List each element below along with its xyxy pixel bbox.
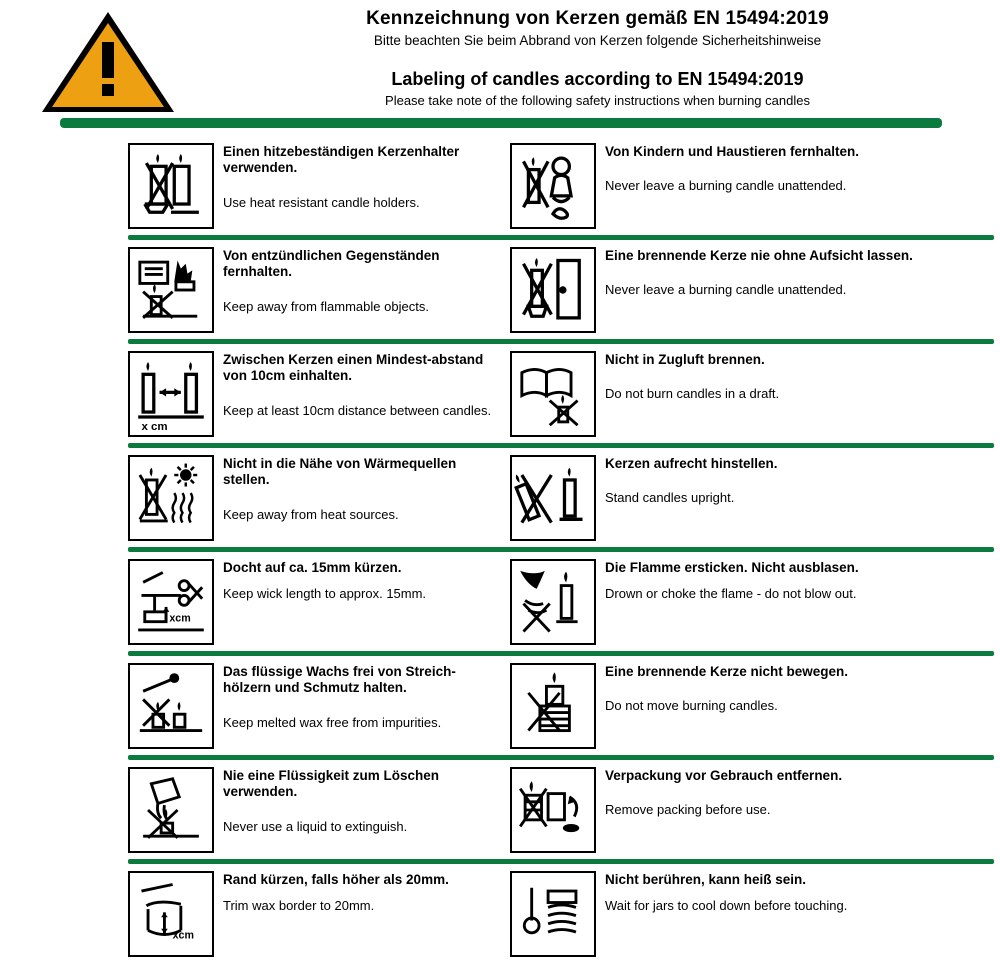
instruction-en: Do not move burning candles.: [605, 698, 778, 714]
svg-text:xcm: xcm: [172, 929, 194, 942]
instruction-en: Wait for jars to cool down before touching.: [605, 898, 848, 914]
no-liquid-extinguish-icon: [128, 767, 214, 853]
instruction-row: [0, 656, 1000, 755]
instruction-en: Trim wax border to 20mm.: [223, 898, 375, 914]
svg-text:x cm: x cm: [141, 421, 168, 434]
instruction-de: Kerzen aufrecht hinstellen.: [605, 456, 778, 471]
instruction-texts: [605, 663, 1000, 714]
instruction-cell: [0, 552, 500, 651]
instruction-cell: [0, 136, 500, 235]
instruction-de: Verpackung vor Gebrauch entfernen.: [605, 768, 843, 783]
header: [0, 0, 1000, 112]
instruction-cell: [0, 864, 500, 963]
instruction-en: Keep wick length to approx. 15mm.: [223, 586, 427, 602]
instruction-texts: [223, 871, 500, 914]
instruction-texts: [605, 871, 1000, 914]
do-not-move-candle-icon: [510, 663, 596, 749]
instruction-en: Never leave a burning candle unattended.: [605, 178, 847, 194]
instruction-de: Zwischen Kerzen einen Mindest-abstand von 10cm einhalten.: [223, 352, 484, 384]
instruction-row: [0, 344, 1000, 443]
instruction-row: [0, 240, 1000, 339]
instruction-de: Von entzündlichen Gegenständen fernhalten.: [223, 248, 440, 280]
instruction-cell: [500, 344, 1000, 443]
instruction-cell: [0, 656, 500, 755]
subtitle-en: Please take note of the following safety instructions when burning candles: [385, 92, 810, 108]
hot-jar-icon: [510, 871, 596, 957]
instruction-cell: [500, 552, 1000, 651]
trim-wax-border-icon: [128, 871, 214, 957]
instruction-texts: [223, 663, 500, 731]
instruction-row: [0, 448, 1000, 547]
instruction-texts: [223, 247, 500, 315]
instruction-cell: [500, 656, 1000, 755]
unattended-candle-icon: [510, 247, 596, 333]
instruction-de: Von Kindern und Haustieren fernhalten.: [605, 144, 860, 159]
flammable-objects-icon: [128, 247, 214, 333]
instruction-de: Nie eine Flüssigkeit zum Löschen verwenden.: [223, 768, 440, 800]
instruction-de: Eine brennende Kerze nicht bewegen.: [605, 664, 849, 679]
instruction-en: Keep away from flammable objects.: [223, 298, 429, 314]
minimum-distance-icon: [128, 351, 214, 437]
instruction-de: Eine brennende Kerze nie ohne Aufsicht lassen.: [605, 248, 913, 263]
instruction-cell: [500, 448, 1000, 547]
instruction-texts: [223, 143, 500, 211]
instruction-texts: [605, 767, 1000, 818]
header-divider: [60, 118, 942, 128]
instruction-row: [0, 136, 1000, 235]
instruction-cell: [0, 448, 500, 547]
instruction-en: Keep at least 10cm distance between candles.: [223, 402, 492, 418]
instruction-en: Stand candles upright.: [605, 490, 735, 506]
instruction-texts: [605, 351, 1000, 402]
instruction-rows: [0, 136, 1000, 963]
instruction-texts: [605, 247, 1000, 298]
instruction-de: Rand kürzen, falls höher als 20mm.: [223, 872, 449, 887]
instruction-de: Nicht in Zugluft brennen.: [605, 352, 765, 367]
instruction-texts: [223, 559, 500, 602]
instruction-texts: [605, 455, 1000, 506]
instruction-row: [0, 864, 1000, 963]
instruction-en: Keep away from heat sources.: [223, 506, 399, 522]
heat-sources-icon: [128, 455, 214, 541]
warning-triangle-exclamation-icon: [38, 6, 178, 116]
instruction-cell: [0, 240, 500, 339]
instruction-de: Das flüssige Wachs frei von Streich-hölzern und Schmutz halten.: [223, 664, 456, 696]
instruction-en: Keep melted wax free from impurities.: [223, 714, 442, 730]
instruction-cell: [0, 760, 500, 859]
subtitle-de: Bitte beachten Sie beim Abbrand von Kerzen folgende Sicherheitshinweise: [373, 32, 822, 48]
instruction-en: Never leave a burning candle unattended.: [605, 282, 847, 298]
instruction-de: Einen hitzebeständigen Kerzenhalter verwenden.: [223, 144, 460, 176]
candle-holder-icon: [128, 143, 214, 229]
instruction-en: Drown or choke the flame - do not blow out.: [605, 586, 857, 602]
instruction-en: Do not burn candles in a draft.: [605, 386, 780, 402]
keep-away-children-pets-icon: [510, 143, 596, 229]
instruction-de: Docht auf ca. 15mm kürzen.: [223, 560, 402, 575]
instruction-en: Never use a liquid to extinguish.: [223, 818, 408, 834]
instruction-cell: [500, 760, 1000, 859]
instruction-row: [0, 552, 1000, 651]
wax-free-impurities-icon: [128, 663, 214, 749]
instruction-en: Remove packing before use.: [605, 802, 771, 818]
header-text: [215, 4, 1000, 108]
instruction-texts: [605, 143, 1000, 194]
instruction-texts: [605, 559, 1000, 602]
no-draft-icon: [510, 351, 596, 437]
trim-wick-icon: [128, 559, 214, 645]
warning-icon-wrap: [0, 4, 215, 116]
instruction-cell: [500, 864, 1000, 963]
upright-candle-icon: [510, 455, 596, 541]
instruction-texts: [223, 351, 500, 419]
title-en: Labeling of candles according to EN 15494:2019: [391, 69, 804, 90]
extinguish-flame-icon: [510, 559, 596, 645]
instruction-de: Nicht berühren, kann heiß sein.: [605, 872, 807, 887]
svg-text:xcm: xcm: [169, 612, 191, 625]
instruction-texts: [223, 767, 500, 835]
instruction-cell: [0, 344, 500, 443]
instruction-de: Die Flamme ersticken. Nicht ausblasen.: [605, 560, 859, 575]
instruction-en: Use heat resistant candle holders.: [223, 194, 420, 210]
instruction-de: Nicht in die Nähe von Wärmequellen stellen.: [223, 456, 457, 488]
title-de: Kennzeichnung von Kerzen gemäß EN 15494:2019: [366, 8, 829, 29]
instruction-cell: [500, 240, 1000, 339]
remove-packaging-icon: [510, 767, 596, 853]
instruction-cell: [500, 136, 1000, 235]
instruction-texts: [223, 455, 500, 523]
instruction-row: [0, 760, 1000, 859]
